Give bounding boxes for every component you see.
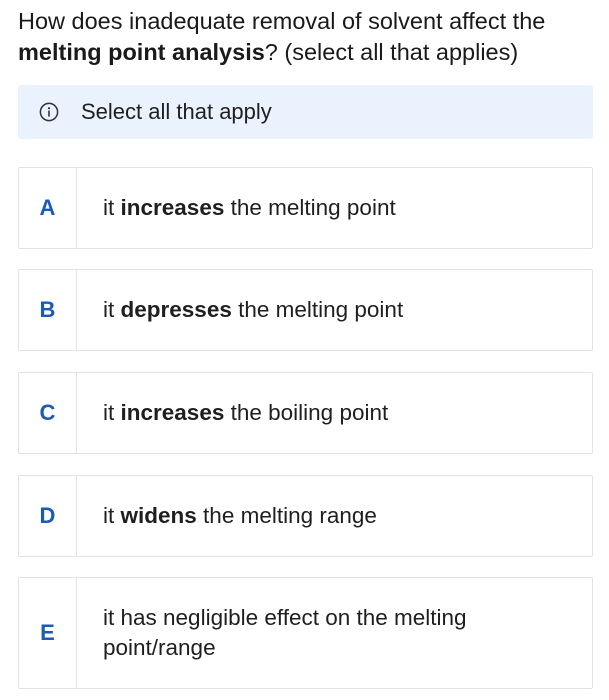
question-text-emphasis: melting point analysis — [18, 39, 265, 65]
option-label-pre: it has negligible effect on the melting point/range — [103, 605, 467, 660]
option-label-emphasis: widens — [120, 503, 197, 528]
option-letter: C — [19, 373, 77, 453]
option-label-post: the boiling point — [224, 400, 389, 425]
option-label — [103, 168, 578, 248]
option-label — [103, 373, 578, 453]
option-letter: E — [19, 578, 77, 688]
option-label-emphasis: depresses — [120, 297, 232, 322]
option-letter: D — [19, 476, 77, 556]
option-label-post: the melting point — [231, 297, 404, 322]
question-text-part2: ? (select all that applies) — [264, 39, 519, 65]
question-text — [18, 6, 603, 68]
instruction-text: Select all that apply — [81, 99, 272, 124]
info-icon — [39, 102, 59, 122]
option-e[interactable] — [18, 577, 593, 689]
option-label-pre: it — [103, 297, 121, 322]
option-label-emphasis: increases — [120, 195, 225, 220]
option-label-post: the melting range — [196, 503, 377, 528]
option-label — [103, 578, 578, 688]
option-d[interactable] — [18, 475, 593, 557]
instruction-banner — [18, 85, 593, 139]
option-label-emphasis: increases — [120, 400, 225, 425]
option-label-pre: it — [103, 400, 121, 425]
option-label-pre: it — [103, 503, 121, 528]
option-label — [103, 270, 578, 350]
option-label-pre: it — [103, 195, 121, 220]
option-label-post: the melting point — [224, 195, 396, 220]
option-letter: A — [19, 168, 77, 248]
option-letter: B — [19, 270, 77, 350]
question-text-part1: How does inadequate removal of solvent affect the — [18, 8, 546, 34]
option-b[interactable] — [18, 269, 593, 351]
option-c[interactable] — [18, 372, 593, 454]
option-a[interactable] — [18, 167, 593, 249]
option-label — [103, 476, 578, 556]
